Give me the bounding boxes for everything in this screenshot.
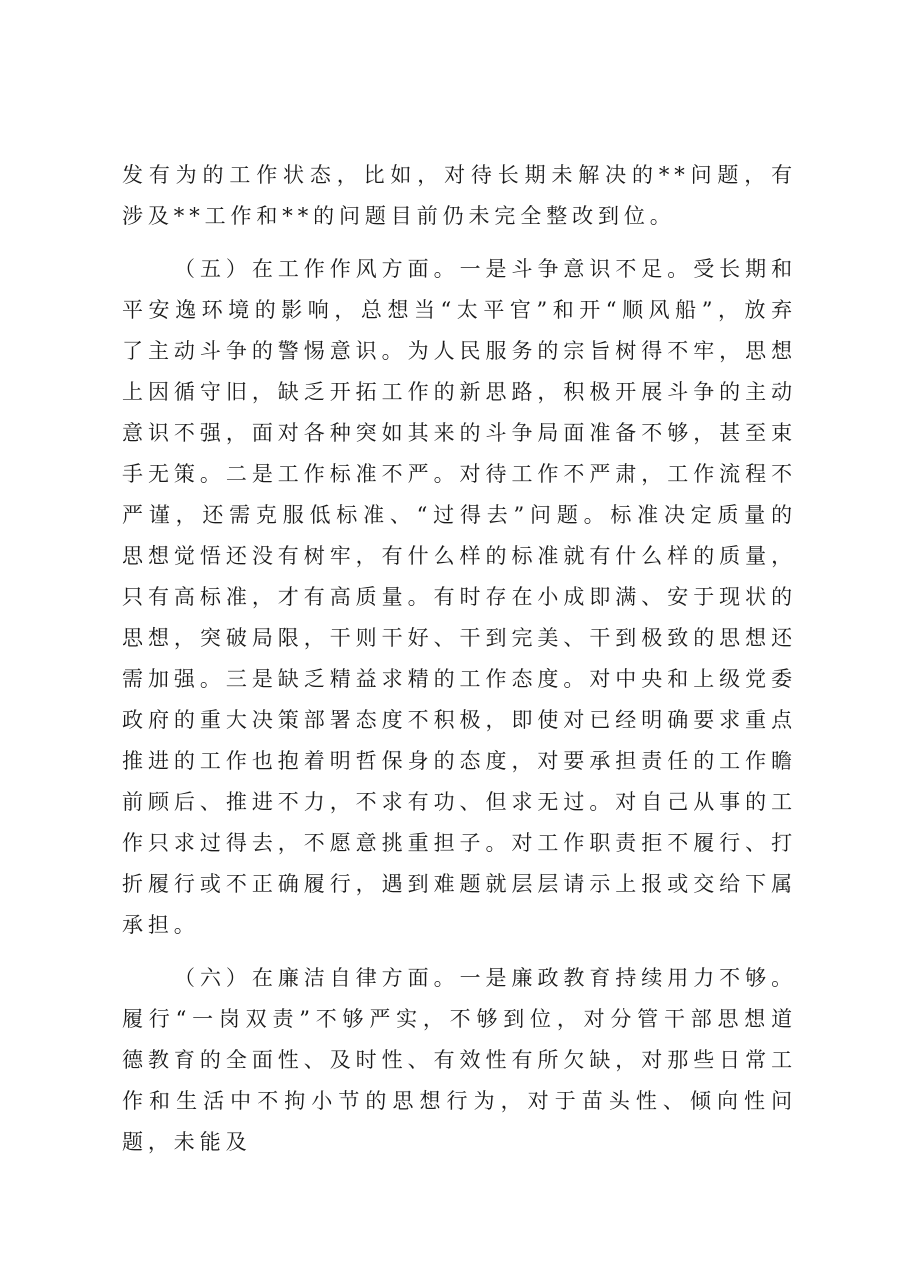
document-page bbox=[122, 155, 797, 1175]
paragraph-work-style: （五）在工作作风方面。一是斗争意识不足。受长期和平安逸环境的影响，总想当“太平官”和开“顺风船”，放弃了主动斗争的警惕意识。为人民服务的宗旨树得不牢，思想上因循守旧，缺乏开拓工作的新思路，积极开展斗争的主动意识不强，面对各种突如其来的斗争局面准备不够，甚至束手无策。二是工作标准不严。对待工作不严肃，工作流程不严谨，还需克服低标准、“过得去”问题。标准决定质量的思想觉悟还没有树牢，有什么样的标准就有什么样的质量，只有高标准，才有高质量。有时存在小成即满、安于现状的思想，突破局限，干则干好、干到完美、干到极致的思想还需加强。三是缺乏精益求精的工作态度。对中央和上级党委政府的重大决策部署态度不积极，即使对已经明确要求重点推进的工作也抱着明哲保身的态度，对要承担责任的工作瞻前顾后、推进不力，不求有功、但求无过。对自己从事的工作只求过得去，不愿意挑重担子。对工作职责拒不履行、打折履行或不正确履行，遇到难题就层层请示上报或交给下属承担。 bbox=[122, 257, 797, 937]
paragraph-integrity: （六）在廉洁自律方面。一是廉政教育持续用力不够。履行“一岗双责”不够严实，不够到位，对分管干部思想道德教育的全面性、及时性、有效性有所欠缺，对那些日常工作和生活中不拘小节的思想行为，对于苗头性、倾向性问题，未能及 bbox=[122, 966, 797, 1154]
paragraph-continuation: 发有为的工作状态，比如，对待长期未解决的**问题，有涉及**工作和**的问题目前仍未完全整改到位。 bbox=[122, 163, 797, 228]
